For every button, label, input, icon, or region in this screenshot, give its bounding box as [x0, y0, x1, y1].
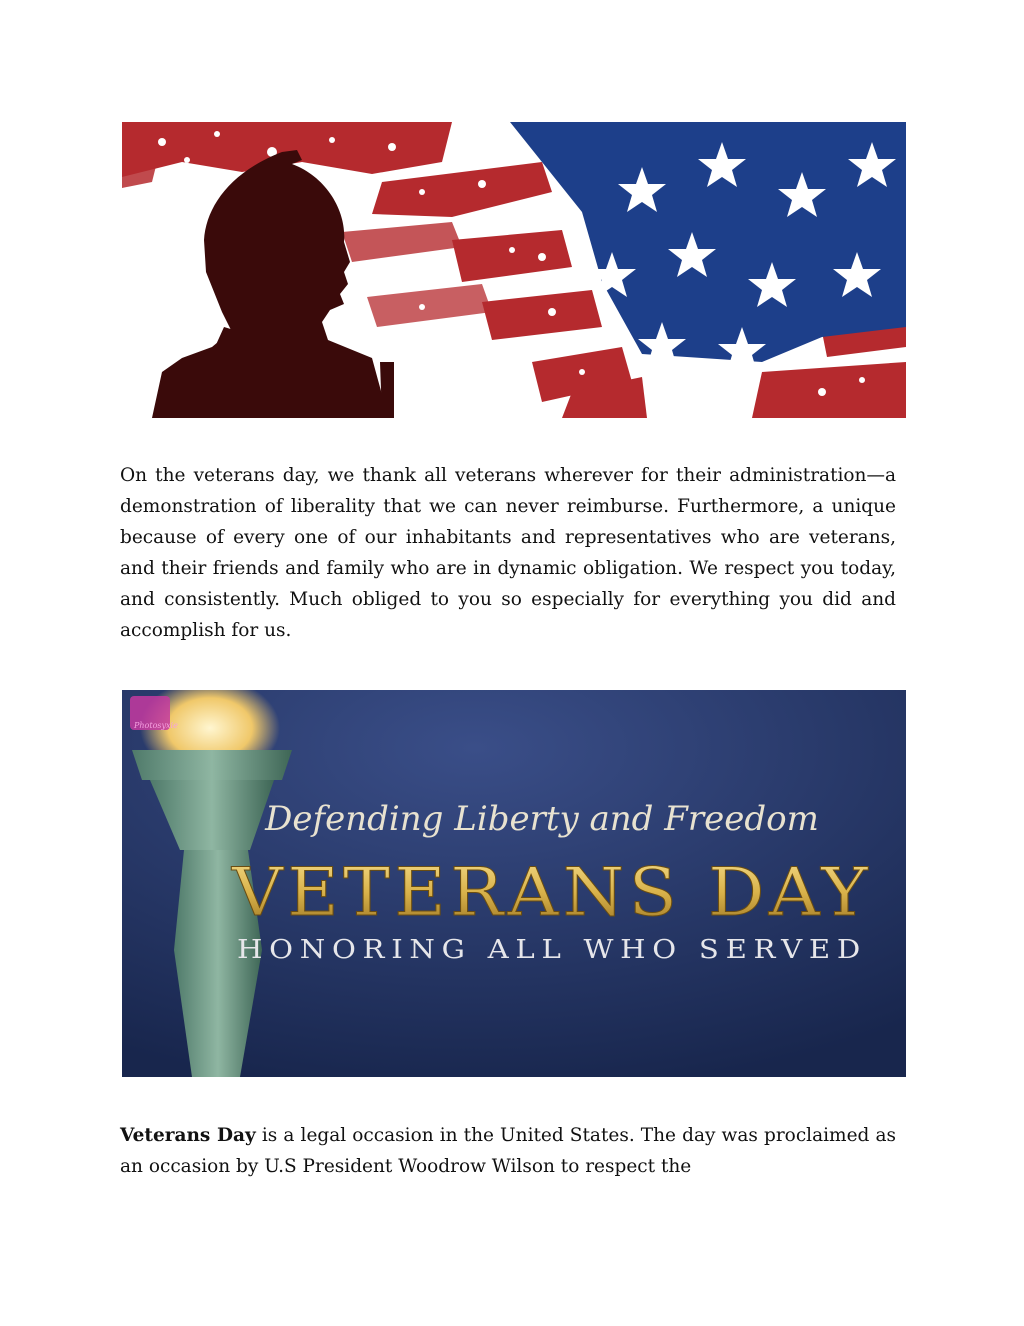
veterans-day-banner — [122, 690, 906, 1077]
banner-script-line: Defending Liberty and Freedom — [265, 799, 819, 839]
veterans-day-banner-image — [122, 690, 906, 1077]
logo-text: Photosyxie — [134, 721, 178, 730]
soldier-silhouette — [152, 150, 390, 418]
torch-rim — [132, 750, 292, 780]
legal-holiday-paragraph — [120, 1120, 896, 1182]
banner-subtitle: HONORING ALL WHO SERVED — [237, 935, 867, 965]
banner-title: VETERANS DAY — [230, 854, 872, 931]
rifle-silhouette — [380, 362, 394, 418]
intro-paragraph: On the veterans day, we thank all veterans wherever for their administration—a demonstration of liberality that we can never reimburse. Furthermore, a unique because of every one of our inhabitants and representatives who are veterans, and their friends and family who are in dynamic obligation. We respect you today, and consistently. Much obliged to you so especially for everything you did and accomplish for us. — [120, 465, 896, 641]
legal-holiday-text: is a legal occasion in the United States. The day was proclaimed as an occasion by U.S President Woodrow Wilson to respect the — [120, 1125, 896, 1177]
flag-soldier-image — [122, 122, 906, 418]
veterans-day-bold-lead: Veterans Day — [120, 1125, 256, 1146]
flag-soldier-illustration — [122, 122, 906, 418]
